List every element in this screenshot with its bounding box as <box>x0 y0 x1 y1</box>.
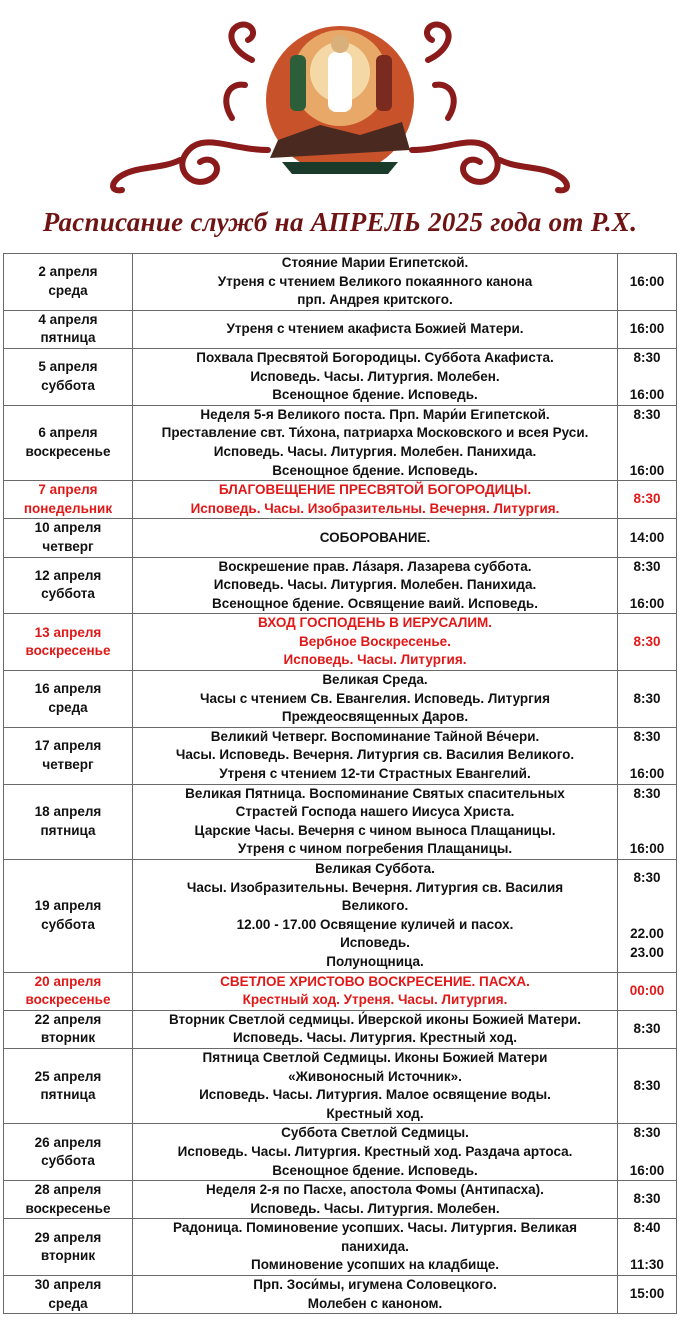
time-value: 8:30 <box>633 558 661 574</box>
date-weekday: пятница <box>40 1087 96 1103</box>
date-weekday: вторник <box>40 1030 96 1046</box>
time-value <box>620 576 674 595</box>
service-line: Суббота Светлой Седмицы. <box>281 1125 469 1141</box>
time-value: 16:00 <box>629 387 665 403</box>
date-weekday: среда <box>48 282 88 298</box>
service-line: Неделя 2-я по Пасхе, апостола Фомы (Антипасха). <box>206 1182 544 1198</box>
time-value <box>620 822 674 841</box>
service-description <box>133 1010 618 1048</box>
schedule-row <box>4 671 677 728</box>
date-day: 12 апреля <box>34 567 102 583</box>
service-date <box>4 348 133 405</box>
service-date <box>4 614 133 671</box>
schedule-row <box>4 727 677 784</box>
time-value <box>620 888 674 907</box>
date-day: 26 апреля <box>34 1134 102 1150</box>
service-time <box>618 671 677 728</box>
time-value: 16:00 <box>629 1162 665 1178</box>
date-day: 28 апреля <box>34 1182 102 1198</box>
service-line: Утреня с чтением Великого покаянного канона <box>217 273 533 289</box>
service-time <box>618 405 677 480</box>
service-description <box>133 1181 618 1219</box>
service-date <box>4 1048 133 1123</box>
time-value: 11:30 <box>630 1257 664 1273</box>
service-date <box>4 1219 133 1276</box>
date-weekday: суббота <box>41 1153 95 1169</box>
ornament-right-icon <box>412 25 567 191</box>
time-value: 8:30 <box>633 349 661 365</box>
service-line: Великого. <box>341 898 409 914</box>
time-value: 8:30 <box>633 1191 661 1207</box>
service-line: Поминовение усопших на кладбище. <box>251 1257 499 1273</box>
service-description <box>133 614 618 671</box>
service-line: Утреня с чтением 12-ти Страстных Евангелий. <box>219 766 531 782</box>
service-line: Молебен с каноном. <box>307 1295 443 1311</box>
service-line: Полунощница. <box>326 953 424 969</box>
date-day: 29 апреля <box>34 1229 102 1245</box>
time-value: 8:30 <box>633 785 661 801</box>
service-time <box>618 1010 677 1048</box>
schedule-row <box>4 860 677 973</box>
service-line: Часы. Исповедь. Вечерня. Литургия св. Василия Великого. <box>175 747 575 763</box>
service-line: Великий Четверг. Воспоминание Тайной Ве́чери. <box>210 728 540 744</box>
schedule-row <box>4 614 677 671</box>
date-weekday: воскресенье <box>25 992 111 1008</box>
schedule-row <box>4 254 677 311</box>
service-date <box>4 1010 133 1048</box>
time-value <box>620 1143 674 1162</box>
date-day: 20 апреля <box>34 973 102 989</box>
ornament-left-icon <box>113 25 268 191</box>
date-day: 13 апреля <box>34 624 102 640</box>
schedule-row <box>4 1010 677 1048</box>
time-value: 8:30 <box>633 1077 661 1093</box>
service-time <box>618 1181 677 1219</box>
service-line: Часы. Изобразительны. Вечерня. Литургия св. Василия <box>186 879 564 895</box>
service-line: Похвала Пресвятой Богородицы. Суббота Акафиста. <box>196 349 554 365</box>
schedule-row <box>4 481 677 519</box>
service-date <box>4 254 133 311</box>
service-date <box>4 557 133 614</box>
date-day: 4 апреля <box>38 311 98 327</box>
service-line: ВХОД ГОСПОДЕНЬ В ИЕРУСАЛИМ. <box>257 615 493 631</box>
service-line: Великая Среда. <box>322 672 428 688</box>
date-weekday: вторник <box>40 1248 96 1264</box>
schedule-body <box>4 254 677 1314</box>
date-weekday: суббота <box>41 377 95 393</box>
time-value <box>620 424 674 443</box>
schedule-table <box>3 253 677 1314</box>
time-value: 23.00 <box>630 944 664 960</box>
service-date <box>4 727 133 784</box>
service-line: Исповедь. Часы. Литургия. Малое освящение воды. <box>199 1087 551 1103</box>
service-line: Утреня с чтением акафиста Божией Матери. <box>226 321 524 337</box>
time-value: 14:00 <box>629 529 665 545</box>
time-value: 22.00 <box>630 926 664 942</box>
service-line: Прп. Зоси́мы, игумена Соловецкого. <box>253 1277 497 1293</box>
date-weekday: пятница <box>40 822 96 838</box>
page-title: Расписание служб на АПРЕЛЬ 2025 года от Р.Х. <box>42 207 638 237</box>
date-day: 10 апреля <box>34 520 102 536</box>
service-date <box>4 1124 133 1181</box>
time-value: 15:00 <box>629 1286 665 1302</box>
service-description <box>133 860 618 973</box>
service-description <box>133 1219 618 1276</box>
time-value: 8:30 <box>633 491 661 507</box>
service-description <box>133 310 618 348</box>
service-date <box>4 860 133 973</box>
service-line: Неделя 5-я Великого поста. Прп. Мари́и Египетской. <box>200 406 550 422</box>
service-line: Исповедь. Часы. Литургия. Крестный ход. <box>233 1030 517 1046</box>
time-value: 16:00 <box>629 595 665 611</box>
time-value: 16:00 <box>629 766 665 782</box>
service-time <box>618 972 677 1010</box>
date-day: 6 апреля <box>38 425 98 441</box>
service-description <box>133 405 618 480</box>
date-day: 30 апреля <box>34 1277 102 1293</box>
time-value: 16:00 <box>629 321 665 337</box>
service-date <box>4 1276 133 1314</box>
service-line: Преждеосвященных Даров. <box>281 709 469 725</box>
service-time <box>618 1124 677 1181</box>
service-time <box>618 310 677 348</box>
time-value: 8:30 <box>633 633 661 649</box>
service-line: Страстей Господа нашего Иисуса Христа. <box>235 804 515 820</box>
schedule-row <box>4 348 677 405</box>
service-time <box>618 1276 677 1314</box>
service-time <box>618 254 677 311</box>
time-value <box>620 443 674 462</box>
service-line: Вербное Воскресенье. <box>299 633 451 649</box>
date-day: 16 апреля <box>34 681 102 697</box>
time-value: 8:30 <box>633 728 661 744</box>
time-value <box>620 803 674 822</box>
service-date <box>4 972 133 1010</box>
date-weekday: суббота <box>41 586 95 602</box>
service-line: Исповедь. Часы. Литургия. Молебен. <box>250 368 500 384</box>
date-weekday: четверг <box>42 538 94 554</box>
date-day: 5 апреля <box>38 359 98 375</box>
time-value: 8:30 <box>633 1125 661 1141</box>
date-weekday: воскресенье <box>25 643 111 659</box>
service-line: Исповедь. Часы. Литургия. Крестный ход. Раздача артоса. <box>177 1143 573 1159</box>
time-value: 16:00 <box>629 462 665 478</box>
service-date <box>4 405 133 480</box>
date-weekday: воскресенье <box>25 443 111 459</box>
time-value: 8:40 <box>633 1220 661 1236</box>
schedule-row <box>4 310 677 348</box>
service-date <box>4 310 133 348</box>
service-line: БЛАГОВЕЩЕНИЕ ПРЕСВЯТОЙ БОГОРОДИЦЫ. <box>218 482 532 498</box>
date-weekday: воскресенье <box>25 1200 111 1216</box>
service-line: Исповедь. Часы. Литургия. <box>283 652 467 668</box>
time-value <box>620 368 674 387</box>
service-description <box>133 972 618 1010</box>
service-line: Царские Часы. Вечерня с чином выноса Плащаницы. <box>194 822 556 838</box>
service-description <box>133 348 618 405</box>
service-line: Исповедь. Часы. Литургия. Молебен. Панихида. <box>213 577 537 593</box>
service-line: Великая Пятница. Воспоминание Святых спасительных <box>185 785 565 801</box>
time-value: 8:30 <box>633 870 661 886</box>
service-line: 12.00 - 17.00 Освящение куличей и пасох. <box>236 916 514 932</box>
service-line: Утреня с чином погребения Плащаницы. <box>237 841 513 857</box>
service-description <box>133 519 618 557</box>
date-day: 19 апреля <box>34 898 102 914</box>
transfiguration-icon <box>266 26 414 174</box>
date-weekday: суббота <box>41 916 95 932</box>
service-time <box>618 519 677 557</box>
service-date <box>4 1181 133 1219</box>
service-line: Пятница Светлой Седмицы. Иконы Божией Матери <box>202 1049 548 1065</box>
service-line: Крестный ход. Утреня. Часы. Литургия. <box>242 992 508 1008</box>
service-description <box>133 1124 618 1181</box>
schedule-row <box>4 405 677 480</box>
service-description <box>133 727 618 784</box>
service-description <box>133 481 618 519</box>
schedule-row <box>4 1181 677 1219</box>
date-day: 22 апреля <box>34 1011 102 1027</box>
schedule-row <box>4 1219 677 1276</box>
date-weekday: понедельник <box>23 500 113 516</box>
service-line: Крестный ход. <box>326 1105 424 1121</box>
time-value: 16:00 <box>629 841 665 857</box>
service-time <box>618 1048 677 1123</box>
service-line: «Живоносный Источник». <box>288 1068 462 1084</box>
date-weekday: среда <box>48 1295 88 1311</box>
service-description <box>133 1276 618 1314</box>
service-description <box>133 671 618 728</box>
service-line: прп. Андрея критского. <box>297 292 453 308</box>
service-line: Исповедь. <box>340 935 410 951</box>
service-time <box>618 1219 677 1276</box>
time-value <box>620 746 674 765</box>
service-description <box>133 784 618 859</box>
service-time <box>618 614 677 671</box>
service-line: Всенощное бдение. Исповедь. <box>272 1162 478 1178</box>
time-value: 8:30 <box>633 690 661 706</box>
schedule-row <box>4 519 677 557</box>
service-time <box>618 348 677 405</box>
date-weekday: пятница <box>40 330 96 346</box>
service-line: Воскрешение прав. Ла́заря. Лазарева суббота. <box>218 558 532 574</box>
time-value: 00:00 <box>629 982 665 998</box>
service-line: Исповедь. Часы. Литургия. Молебен. Панихида. <box>213 443 537 459</box>
service-line: Часы с чтением Св. Евангелия. Исповедь. Литургия <box>200 690 550 706</box>
service-line: Великая Суббота. <box>315 861 435 876</box>
service-line: Стояние Марии Египетской. <box>281 255 469 270</box>
service-line: Радоница. Поминовение усопших. Часы. Литургия. Великая <box>173 1220 577 1236</box>
service-line: Всенощное бдение. Освящение ваий. Исповедь. <box>212 595 538 611</box>
date-day: 17 апреля <box>34 738 102 754</box>
service-line: Всенощное бдение. Исповедь. <box>272 462 478 478</box>
service-date <box>4 519 133 557</box>
schedule-row <box>4 784 677 859</box>
service-line: панихида. <box>341 1238 409 1254</box>
date-day: 7 апреля <box>38 482 98 498</box>
service-line: Вторник Светлой седмицы. И́верской иконы Божией Матери. <box>168 1011 582 1027</box>
schedule-row <box>4 1048 677 1123</box>
service-date <box>4 784 133 859</box>
service-time <box>618 557 677 614</box>
schedule-row <box>4 1124 677 1181</box>
service-line: СОБОРОВАНИЕ. <box>319 529 431 545</box>
service-line: Преставление свт. Ти́хона, патриарха Московского и всея Руси. <box>161 425 589 441</box>
service-description <box>133 1048 618 1123</box>
service-description <box>133 254 618 311</box>
service-time <box>618 481 677 519</box>
service-line: СВЕТЛОЕ ХРИСТОВО ВОСКРЕСЕНИЕ. ПАСХА. <box>220 973 530 989</box>
schedule-row <box>4 1276 677 1314</box>
date-weekday: четверг <box>42 756 94 772</box>
service-time <box>618 727 677 784</box>
service-description <box>133 557 618 614</box>
service-line: Всенощное бдение. Исповедь. <box>272 387 478 403</box>
time-value <box>620 906 674 925</box>
time-value: 8:30 <box>633 406 661 422</box>
service-time <box>618 860 677 973</box>
service-line: Исповедь. Часы. Литургия. Молебен. <box>250 1200 500 1216</box>
date-day: 18 апреля <box>34 804 102 820</box>
service-time <box>618 784 677 859</box>
time-value: 16:00 <box>629 273 665 289</box>
schedule-row <box>4 972 677 1010</box>
date-day: 25 апреля <box>34 1068 102 1084</box>
service-line: Исповедь. Часы. Изобразительны. Вечерня. Литургия. <box>190 500 560 516</box>
service-date <box>4 481 133 519</box>
schedule-row <box>4 557 677 614</box>
time-value: 8:30 <box>633 1021 661 1037</box>
header-icon-ornament <box>0 0 680 205</box>
service-date <box>4 671 133 728</box>
time-value <box>620 1238 674 1257</box>
date-weekday: среда <box>48 699 88 715</box>
date-day: 2 апреля <box>38 264 98 280</box>
